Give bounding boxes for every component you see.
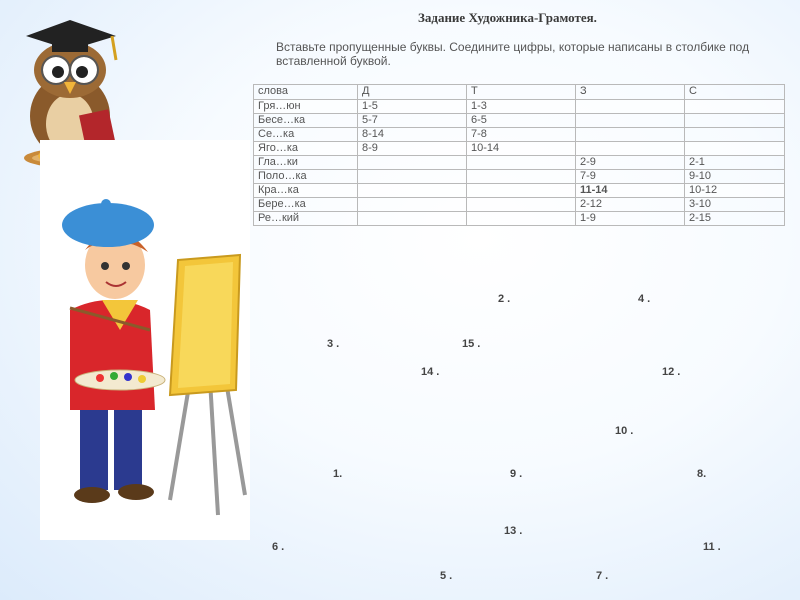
dot-marker: 12 . bbox=[662, 366, 681, 378]
pair-cell: 2-15 bbox=[685, 212, 785, 226]
pair-cell bbox=[358, 184, 467, 198]
page-title: Задание Художника-Грамотея. bbox=[418, 10, 597, 25]
pair-cell: 3-10 bbox=[685, 198, 785, 212]
pair-cell bbox=[685, 114, 785, 128]
table-row bbox=[254, 128, 785, 142]
pair-cell bbox=[576, 100, 685, 114]
table-row bbox=[254, 100, 785, 114]
boy-painter-icon bbox=[40, 180, 250, 525]
pair-cell bbox=[467, 212, 576, 226]
pair-cell bbox=[685, 100, 785, 114]
pair-cell bbox=[467, 184, 576, 198]
pair-cell bbox=[358, 212, 467, 226]
dot-marker: 1. bbox=[333, 468, 343, 480]
column-header-z: З bbox=[576, 85, 685, 100]
dot-marker: 9 . bbox=[510, 468, 523, 480]
word-cell: Гла…ки bbox=[254, 156, 358, 170]
dot-marker: 11 . bbox=[703, 541, 721, 553]
pair-cell: 2-1 bbox=[685, 156, 785, 170]
pair-cell: 1-3 bbox=[467, 100, 576, 114]
pair-cell bbox=[358, 198, 467, 212]
dot-marker: 7 . bbox=[596, 570, 609, 582]
dot-marker: 6 . bbox=[272, 541, 285, 553]
task-instruction: Вставьте пропущенные буквы. Соедините цифры, которые написаны в столбике под вставленной буквой. bbox=[276, 40, 750, 68]
word-cell: Поло…ка bbox=[254, 170, 358, 184]
pair-cell: 1-5 bbox=[358, 100, 467, 114]
column-header-t: Т bbox=[467, 85, 576, 100]
table-header-row bbox=[254, 85, 785, 100]
pair-cell bbox=[467, 156, 576, 170]
table-row bbox=[254, 142, 785, 156]
word-cell: Гря…юн bbox=[254, 100, 358, 114]
pair-cell bbox=[576, 128, 685, 142]
table-row bbox=[254, 198, 785, 212]
pair-cell bbox=[467, 198, 576, 212]
dot-marker: 4 . bbox=[638, 293, 651, 305]
table-row bbox=[254, 212, 785, 226]
word-cell: Кра…ка bbox=[254, 184, 358, 198]
pair-cell: 10-14 bbox=[467, 142, 576, 156]
dot-marker: 5 . bbox=[440, 570, 453, 582]
pair-cell bbox=[467, 170, 576, 184]
pair-cell: 5-7 bbox=[358, 114, 467, 128]
pair-cell: 2-9 bbox=[576, 156, 685, 170]
pair-cell: 1-9 bbox=[576, 212, 685, 226]
words-table bbox=[253, 84, 785, 226]
dot-marker: 8. bbox=[697, 468, 707, 480]
word-cell: Ре…кий bbox=[254, 212, 358, 226]
table-row bbox=[254, 170, 785, 184]
dot-marker: 14 . bbox=[421, 366, 440, 378]
dot-marker: 15 . bbox=[462, 338, 481, 350]
pair-cell: 8-9 bbox=[358, 142, 467, 156]
word-cell: Бере…ка bbox=[254, 198, 358, 212]
column-header-words: слова bbox=[254, 85, 358, 100]
pair-cell bbox=[358, 170, 467, 184]
pair-cell bbox=[685, 128, 785, 142]
pair-cell: 7-9 bbox=[576, 170, 685, 184]
column-header-s: С bbox=[685, 85, 785, 100]
table-row bbox=[254, 114, 785, 128]
dot-marker: 3 . bbox=[327, 338, 340, 350]
dot-marker: 10 . bbox=[615, 425, 634, 437]
word-cell: Бесе…ка bbox=[254, 114, 358, 128]
table-row bbox=[254, 156, 785, 170]
pair-cell: 8-14 bbox=[358, 128, 467, 142]
column-header-d: Д bbox=[358, 85, 467, 100]
pair-cell: 9-10 bbox=[685, 170, 785, 184]
word-cell: Се…ка bbox=[254, 128, 358, 142]
pair-cell: 11-14 bbox=[576, 184, 685, 198]
pair-cell bbox=[358, 156, 467, 170]
pair-cell bbox=[576, 114, 685, 128]
pair-cell: 10-12 bbox=[685, 184, 785, 198]
table-row bbox=[254, 184, 785, 198]
pair-cell: 6-5 bbox=[467, 114, 576, 128]
dot-marker: 13 . bbox=[504, 525, 523, 537]
pair-cell bbox=[685, 142, 785, 156]
dot-marker: 2 . bbox=[498, 293, 511, 305]
pair-cell: 2-12 bbox=[576, 198, 685, 212]
word-cell: Яго…ка bbox=[254, 142, 358, 156]
pair-cell bbox=[576, 142, 685, 156]
pair-cell: 7-8 bbox=[467, 128, 576, 142]
